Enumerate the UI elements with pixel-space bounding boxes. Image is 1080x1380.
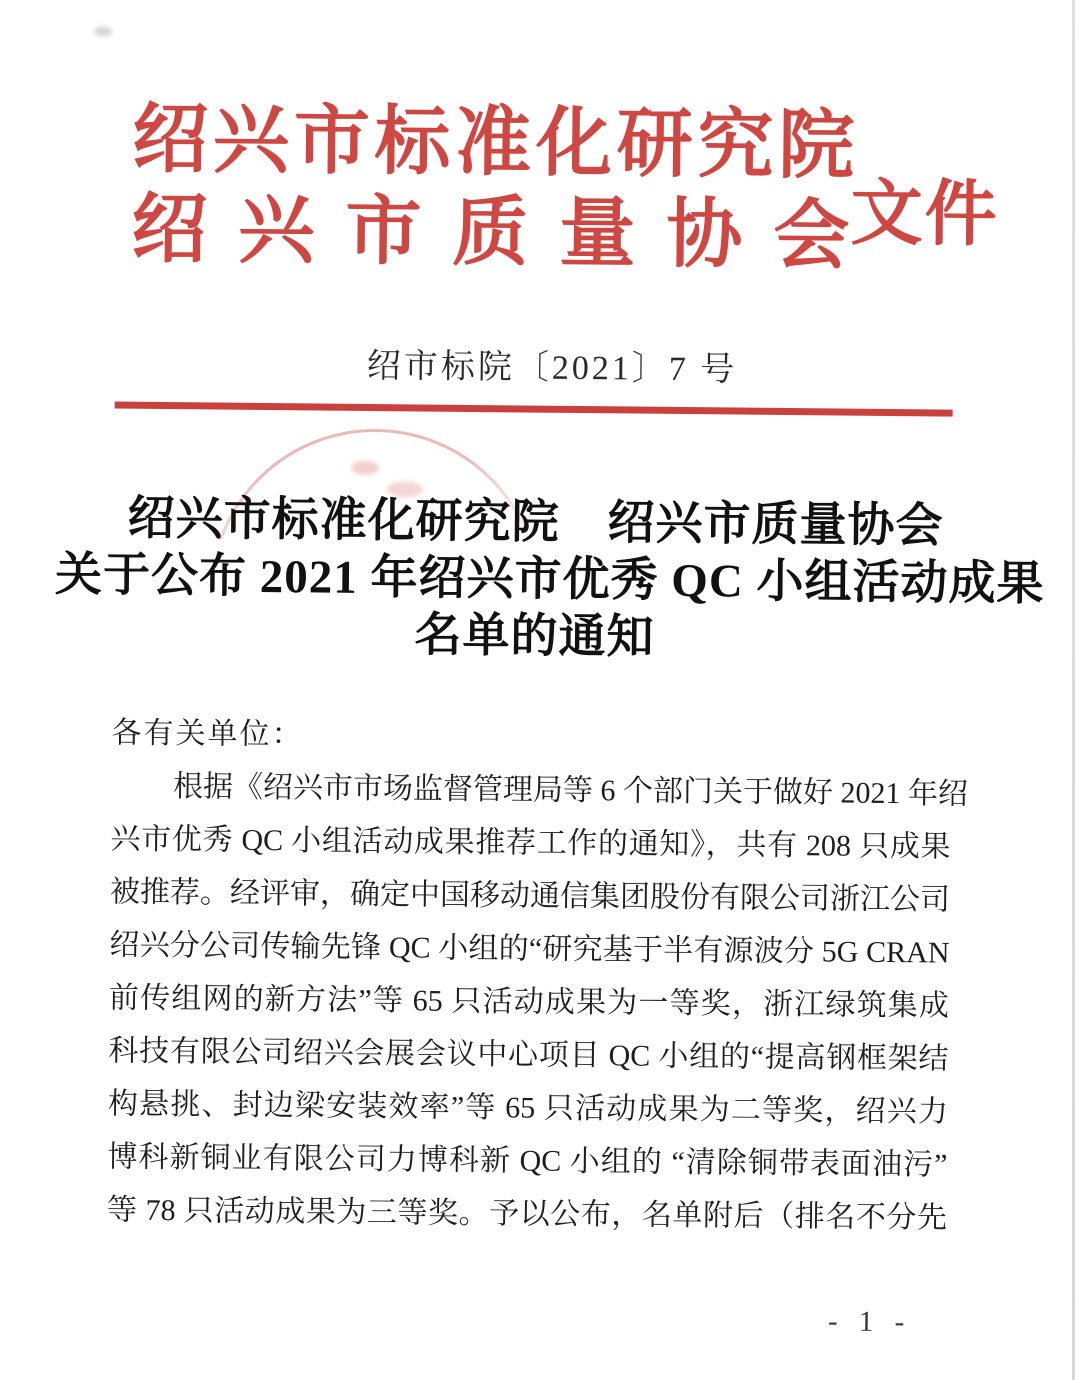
notice-title-line1: 绍兴市标准化研究院 绍兴市质量协会 — [127, 492, 944, 553]
body-text-line: 前传组网的新方法”等 65 只活动成果为一等奖，浙江绿筑集成 — [108, 981, 950, 1023]
document-number: 绍市标院〔2021〕7 号 — [366, 347, 738, 389]
letterhead-document-label: 文件 — [850, 173, 999, 256]
body-text-line: 科技有限公司绍兴会展会议中心项目 QC 小组的“提高钢框架结 — [108, 1034, 949, 1076]
salutation-line: 各有关单位： — [111, 716, 304, 752]
body-text-line: 构悬挑、封边梁安装效率”等 65 只活动成果为二等奖，绍兴力 — [107, 1087, 949, 1129]
body-text-line: 等 78 只活动成果为三等奖。予以公布，名单附后（排名不分先 — [106, 1193, 948, 1235]
red-divider-rule — [115, 402, 953, 417]
page-number: - 1 - — [827, 1305, 912, 1339]
body-text-line: 根据《绍兴市市场监督管理局等 6 个部门关于做好 2021 年绍 — [172, 770, 969, 811]
notice-title — [54, 490, 1045, 670]
scan-smudge-artifact — [94, 26, 112, 36]
seal-ink-smudge — [351, 461, 379, 475]
scan-edge-line — [1072, 0, 1075, 1380]
letterhead-org-line1: 绍兴市标准化研究院 — [131, 97, 859, 189]
body-text-line: 兴市优秀 QC 小组活动成果推荐工作的通知》，共有 208 只成果 — [110, 822, 951, 864]
body-text-line: 绍兴分公司传输先锋 QC 小组的“研究基于半有源波分 5G CRAN — [109, 928, 950, 970]
letterhead-org-line2: 绍兴市质量协会 — [130, 187, 881, 279]
notice-title-line3: 名单的通知 — [414, 609, 655, 664]
body-text-line: 被推荐。经评审，确定中国移动通信集团股份有限公司浙江公司 — [109, 875, 951, 917]
notice-body — [106, 707, 969, 1245]
notice-title-line2: 关于公布 2021 年绍兴市优秀 QC 小组活动成果 — [54, 548, 1045, 611]
body-text-line: 博科新铜业有限公司力博科新 QC 小组的 “清除铜带表面油污” — [107, 1140, 948, 1182]
